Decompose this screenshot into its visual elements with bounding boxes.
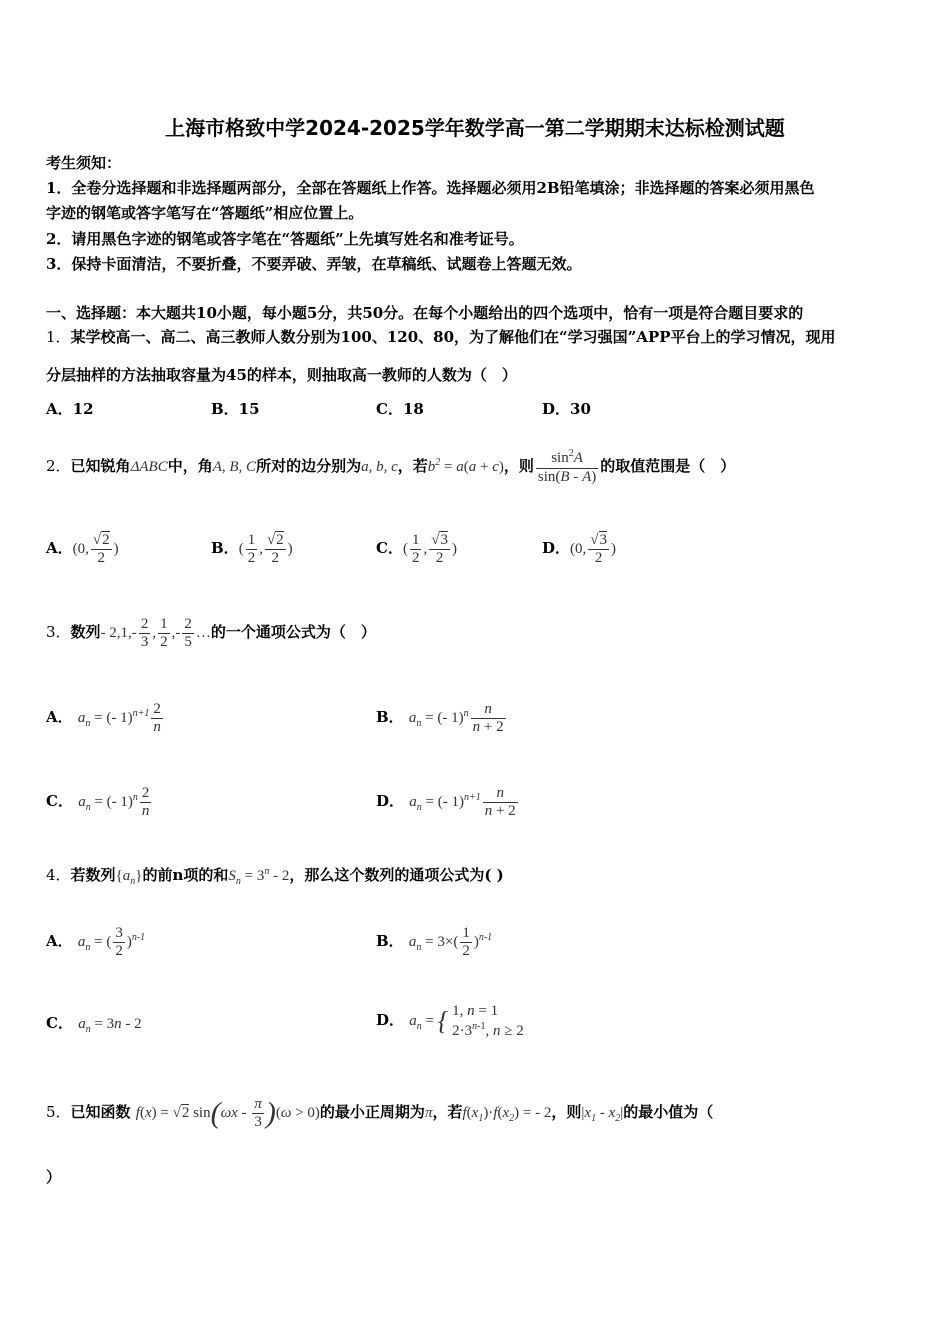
option-label: B． [211, 539, 239, 557]
question-3-option-d[interactable] [376, 770, 520, 836]
question-3-text: 的一个通项公式为（ ） [210, 623, 376, 641]
option-label: D． [376, 792, 405, 810]
question-1-line-2: 分层抽样的方法抽取容量为45的样本，则抽取高一教师的人数为（ ） [46, 366, 517, 384]
question-4-text: ，那么这个数列的通项公式为( ) [289, 866, 504, 884]
question-4-stem [46, 852, 504, 902]
notice-item-2: 2．请用黑色字迹的钢笔或答字笔在“答题纸”上先填写姓名和准考证号。 [46, 230, 524, 248]
notice-heading: 考生须知： [46, 154, 122, 172]
question-2-sides-math: a, b, c [361, 459, 398, 475]
option-d-math: $a_n$ = { 1, n = 1 $2\cdot 3^{n-1}$, n ≥ 2 [409, 1003, 524, 1039]
option-label: B． [376, 932, 404, 950]
question-5-condition-math: $f(x_1)\cdot f(x_2)$ = - 2 [462, 1105, 552, 1124]
question-2-option-d[interactable] [542, 520, 616, 577]
question-5-text: 已知函数 [70, 1103, 131, 1121]
question-5-function-math: f(x) = √2 sin(ωx - $\frac{\pi}{3}$ )(ω > 0) [135, 1095, 320, 1131]
option-d-math: $a_n$ = (- 1)$^{n+1}$ $\frac{n}{n + 2}$ [409, 784, 516, 820]
page-title: 上海市格致中学2024-2025学年数学高一第二学期期末达标检测试题 [165, 116, 785, 140]
question-5-period-math: π [424, 1105, 433, 1121]
question-4-sequence-math: $\{a_n\}$ [115, 868, 143, 887]
question-2-text: 的取值范围是（ ） [600, 457, 736, 475]
question-2-stem [46, 431, 735, 499]
option-a-math: (0, $\frac{√2}{2}$ ) [72, 531, 119, 567]
question-2-option-b[interactable] [211, 520, 293, 577]
question-5-line-2: ） [46, 1168, 62, 1186]
question-1-option-d[interactable]: D．30 [542, 400, 591, 418]
question-1-option-c[interactable]: C．18 [376, 400, 424, 418]
option-label: B． [376, 708, 404, 726]
question-3-sequence-math: - 2,1,- $\frac{2}{3}$ , $\frac{1}{2}$ ,- $\frac{2}{5}$ … [100, 615, 211, 651]
question-5-text: 的最小值为（ [623, 1103, 714, 1121]
question-3-option-c[interactable] [46, 770, 153, 836]
question-4-option-d[interactable] [376, 994, 528, 1053]
question-2-text: 中，角 [167, 457, 213, 475]
question-2-option-c[interactable] [376, 520, 457, 577]
question-2-option-a[interactable] [46, 520, 119, 577]
question-5-number: 5． [46, 1103, 71, 1121]
option-label: D． [376, 1011, 405, 1029]
notice-item-1-line-1: 1．全卷分选择题和非选择题两部分，全部在答题纸上作答。选择题必须用2B铅笔填涂；非选择题的答案必须用黑色 [46, 179, 815, 197]
question-5-text: ，若 [432, 1103, 463, 1121]
question-2-text: 已知锐角 [70, 457, 131, 475]
question-2-text: ，若 [397, 457, 428, 475]
option-c-math: ( $\frac{1}{2}$ , $\frac{√3}{2}$ ) [402, 531, 457, 567]
option-label: A． [46, 708, 73, 726]
notice-item-1-line-2: 字迹的钢笔或答字笔写在“答题纸”相应位置上。 [46, 204, 364, 222]
question-4-option-b[interactable] [376, 910, 492, 976]
question-4-number: 4． [46, 866, 71, 884]
option-label: C． [376, 539, 403, 557]
question-2-triangle-math: ΔABC [130, 459, 168, 475]
question-4-text: 若数列 [70, 866, 116, 884]
question-2-angles-math: A, B, C [212, 459, 257, 475]
question-3-text: 数列 [70, 623, 101, 641]
option-c-math: $a_n$ = (- 1)$^n$ $\frac{2}{n}$ [78, 784, 150, 820]
question-1-number: 1． [46, 328, 71, 346]
question-1-option-a[interactable]: A．12 [46, 400, 94, 418]
question-3-option-a[interactable] [46, 686, 165, 752]
option-label: C． [46, 792, 73, 810]
question-2-condition-math: $b^2 = a(a + c)$ [427, 457, 504, 475]
question-4-option-a[interactable] [46, 910, 145, 976]
question-3-option-b[interactable] [376, 686, 508, 752]
question-1-line-1 [46, 326, 836, 347]
question-3-stem [46, 604, 376, 661]
option-label: D． [542, 539, 571, 557]
question-5-text: 的最小正周期为 [319, 1103, 425, 1121]
question-4-sum-math: $S_n = 3^n - 2$ [228, 866, 290, 887]
question-2-text: ，则 [503, 457, 534, 475]
question-2-number: 2． [46, 457, 71, 475]
question-3-number: 3． [46, 623, 71, 641]
option-b-math: $a_n = 3\times$( $\frac{1}{2}$ )$^{n-1}$ [408, 924, 493, 960]
option-b-math: ( $\frac{1}{2}$ , $\frac{√2}{2}$ ) [238, 531, 293, 567]
question-2-expression-math: $\frac{\sin^2A}{\sin(B - A)}$ [537, 448, 597, 485]
question-4-option-c[interactable] [46, 1012, 142, 1035]
question-5-text: ，则 [551, 1103, 582, 1121]
option-label: A． [46, 932, 73, 950]
option-b-math: $a_n$ = (- 1)$^n$ $\frac{n}{n + 2}$ [408, 700, 504, 736]
question-1-text: 某学校高一、高二、高三教师人数分别为100、120、80，为了解他们在“学习强国”APP平台上的学习情况，现用 [70, 328, 836, 346]
option-a-math: $a_n$ = (- 1)$^{n+1}$ $\frac{2}{n}$ [77, 700, 161, 736]
question-1-option-b[interactable]: B．15 [211, 400, 260, 418]
option-c-math: $a_n = 3n - 2$ [78, 1016, 142, 1035]
question-2-text: 所对的边分别为 [256, 457, 362, 475]
option-a-math: $a_n$ = ( $\frac{3}{2}$ )$^{n-1}$ [77, 924, 146, 960]
section-heading: 一、选择题：本大题共10小题，每小题5分，共50分。在每个小题给出的四个选项中，恰有一项是符合题目要求的 [46, 304, 804, 322]
notice-item-3: 3．保持卡面清洁，不要折叠，不要弄破、弄皱，在草稿纸、试题卷上答题无效。 [46, 255, 582, 273]
question-5-distance-math: $|x_1 - x_2|$ [581, 1105, 624, 1124]
option-label: A． [46, 539, 73, 557]
option-d-math: (0, $\frac{√3}{2}$ ) [570, 531, 616, 567]
option-label: C． [46, 1014, 73, 1032]
question-4-text: 的前n项的和 [142, 866, 229, 884]
question-5-stem [46, 1084, 713, 1147]
